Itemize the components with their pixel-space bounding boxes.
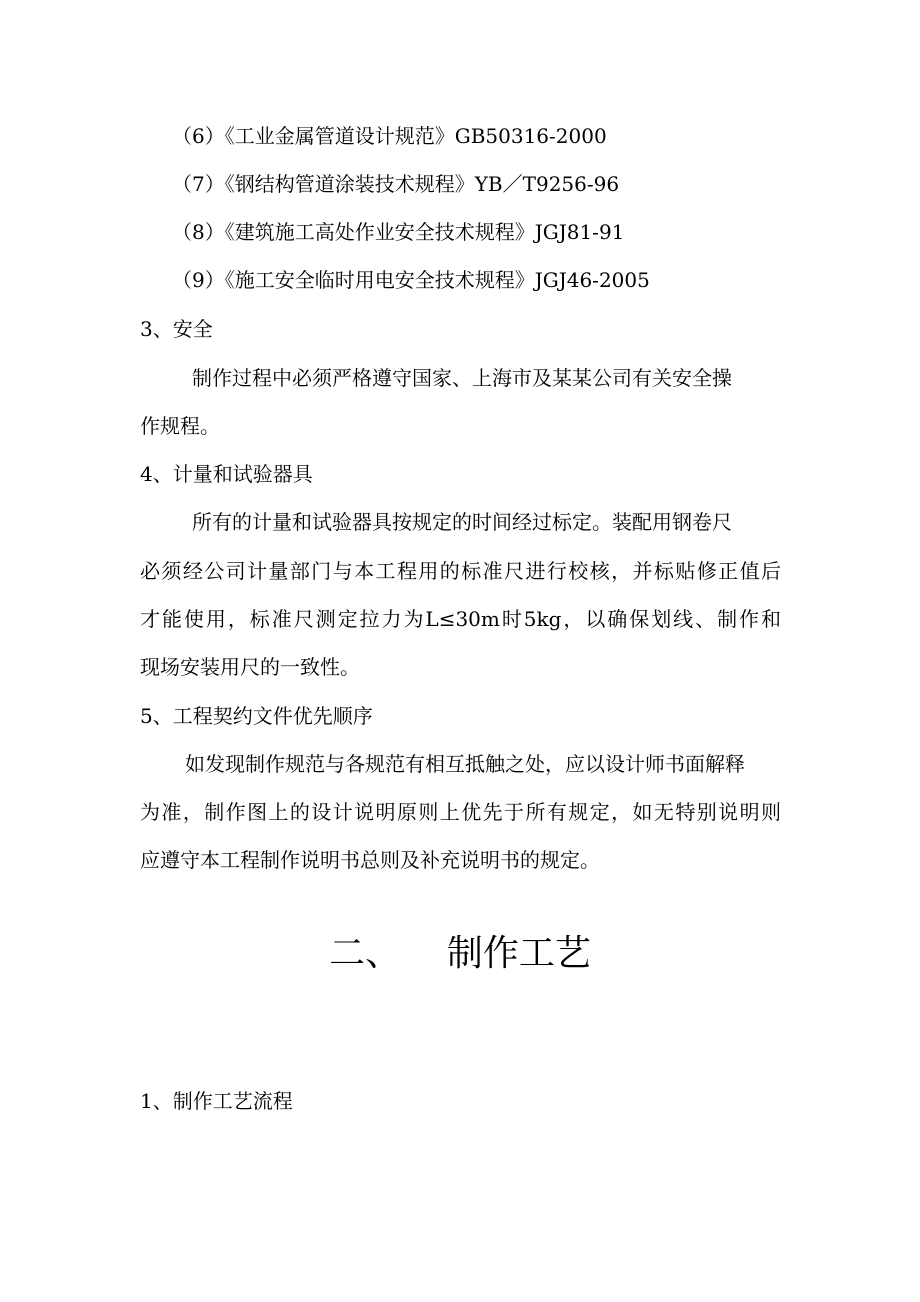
section-3-paragraph-line: 制作过程中必须严格遵守国家、上海市及某某公司有关安全操	[192, 366, 732, 390]
section-3-paragraph-line: 作规程。	[140, 414, 220, 438]
section-5-paragraph-line: 为准，制作图上的设计说明原则上优先于所有规定，如无特别说明则	[140, 800, 781, 824]
section-4-paragraph-line: 才能使用，标准尺测定拉力为L≤30m时5kg，以确保划线、制作和	[140, 607, 781, 631]
reference-item-6: （6）《工业金属管道设计规范》GB50316-2000	[172, 124, 607, 148]
chapter-title: 二、 制作工艺	[329, 933, 591, 974]
section-5-paragraph-line: 如发现制作规范与各规范有相互抵触之处，应以设计师书面解释	[185, 752, 745, 776]
section-4-paragraph-line: 必须经公司计量部门与本工程用的标准尺进行校核，并标贴修正值后	[140, 559, 781, 583]
section-5-heading: 5、工程契约文件优先顺序	[140, 704, 373, 728]
reference-item-8: （8）《建筑施工高处作业安全技术规程》JGJ81-91	[172, 220, 625, 244]
section-4-heading: 4、计量和试验器具	[140, 462, 313, 486]
subsection-1-heading: 1、制作工艺流程	[140, 1089, 293, 1113]
section-4-paragraph-line: 所有的计量和试验器具按规定的时间经过标定。装配用钢卷尺	[192, 510, 732, 534]
section-5-paragraph-line: 应遵守本工程制作说明书总则及补充说明书的规定。	[140, 848, 600, 872]
reference-item-9: （9）《施工安全临时用电安全技术规程》JGJ46-2005	[172, 268, 650, 292]
section-3-heading: 3、安全	[140, 317, 213, 341]
section-4-paragraph-line: 现场安装用尺的一致性。	[140, 655, 360, 679]
reference-item-7: （7）《钢结构管道涂装技术规程》YB／T9256-96	[172, 172, 620, 196]
